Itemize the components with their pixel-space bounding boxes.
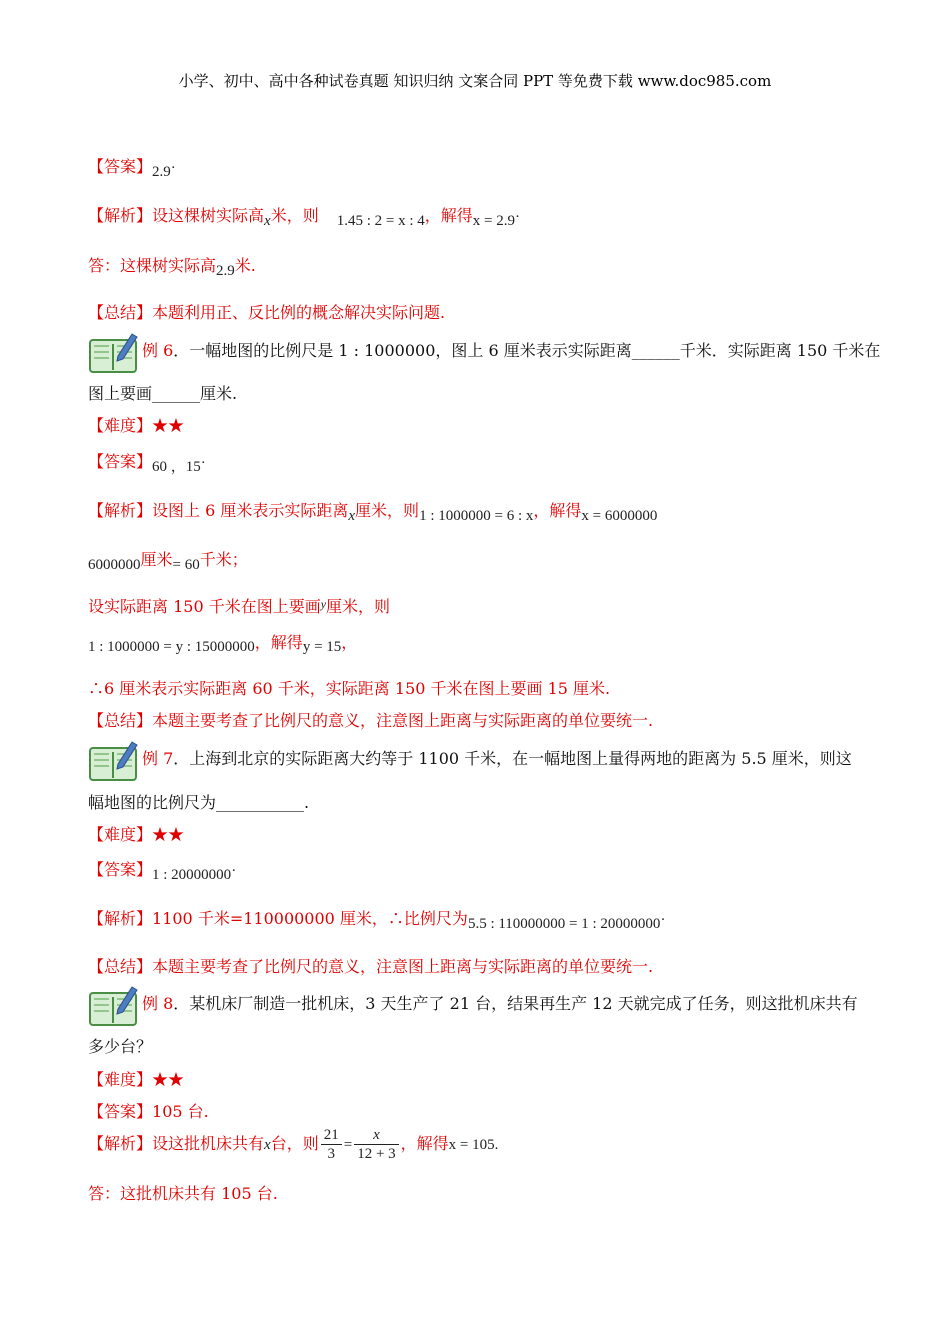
analysis-row-ex6-1 bbox=[88, 498, 658, 524]
analysis-var: y bbox=[320, 597, 327, 611]
answer-math: 60 ，15 bbox=[152, 459, 201, 475]
analysis-text: 设实际距离 150 千米在图上要画 bbox=[88, 597, 321, 616]
fraction-x-over-12-plus-3: $\frac{x}{12 + 3}$ bbox=[354, 1126, 398, 1163]
analysis-text: 厘米 bbox=[140, 550, 173, 569]
analysis-row-ex5: 【解析】设这棵树实际高x米，则 1.45 : 2 = x : 4，解得x = 2.9· bbox=[88, 206, 520, 229]
summary-text: 本题主要考查了比例尺的意义，注意图上距离与实际距离的单位要统一. bbox=[152, 957, 654, 976]
answer-tag: 【答案】 bbox=[88, 157, 153, 176]
question-ex6-line1 bbox=[142, 338, 880, 361]
analysis-tag: 【解析】 bbox=[88, 206, 153, 225]
answer-tag: 【答案】 bbox=[88, 860, 153, 879]
analysis-tag: 【解析】 bbox=[88, 501, 153, 520]
analysis-tag: 【解析】 bbox=[88, 1134, 153, 1153]
answer-text: 105 台. bbox=[152, 1102, 209, 1121]
analysis-var: x bbox=[348, 508, 356, 524]
analysis-row-ex6-2 bbox=[88, 547, 248, 573]
difficulty-row-ex7 bbox=[88, 822, 184, 845]
analysis-text: 台，则 bbox=[270, 1134, 319, 1153]
analysis-equation: 1 : 1000000 = y : 15000000 bbox=[88, 639, 255, 655]
example-label: 例 7 bbox=[142, 749, 174, 768]
difficulty-stars: ★★ bbox=[152, 416, 185, 435]
summary-row-ex7 bbox=[88, 954, 653, 977]
reply-text: 米. bbox=[234, 256, 256, 275]
difficulty-row-ex8 bbox=[88, 1067, 184, 1090]
summary-row-ex5 bbox=[88, 300, 445, 323]
summary-row-ex6 bbox=[88, 708, 653, 731]
question-ex7-line2: 幅地图的比例尺为___________. bbox=[88, 793, 310, 812]
analysis-var: x bbox=[264, 213, 271, 229]
reply-row-ex5 bbox=[88, 253, 256, 279]
example-label: 例 6 bbox=[142, 341, 174, 360]
question-text: ．上海到北京的实际距离大约等于 1100 千米，在一幅地图上量得两地的距离为 5.5 厘米，则这 bbox=[173, 749, 852, 768]
equals-sign: = bbox=[343, 1137, 353, 1153]
analysis-equation: = 60 bbox=[172, 557, 200, 573]
reply-text: 答：这棵树实际高 bbox=[88, 256, 217, 275]
summary-tag: 【总结】 bbox=[88, 711, 153, 730]
analysis-tag: 【解析】 bbox=[88, 909, 153, 928]
analysis-result: x = 2.9 bbox=[472, 213, 515, 229]
summary-tag: 【总结】 bbox=[88, 303, 153, 322]
analysis-text: ，解得 bbox=[254, 633, 303, 652]
analysis-result: y = 15 bbox=[302, 639, 342, 655]
difficulty-stars: ★★ bbox=[152, 1070, 185, 1089]
book-pencil-icon bbox=[88, 983, 138, 1027]
question-text: ．某机床厂制造一批机床，3 天生产了 21 台，结果再生产 12 天就完成了任务，则这批机床共有 bbox=[173, 994, 858, 1013]
question-ex8-line2: 多少台？ bbox=[88, 1037, 153, 1056]
page-header: 小学、初中、高中各种试卷真题 知识归纳 文案合同 PPT 等免费下载 www.doc985.com bbox=[178, 72, 772, 90]
difficulty-tag: 【难度】 bbox=[88, 1070, 153, 1089]
analysis-equation: 1.45 : 2 = x : 4 bbox=[336, 213, 425, 229]
analysis-text: ，解得 bbox=[533, 501, 582, 520]
fraction-21-over-3: $\frac{21}{3}$ bbox=[321, 1126, 342, 1163]
answer-tag: 【答案】 bbox=[88, 1102, 153, 1121]
analysis-text: 设图上 6 厘米表示实际距离 bbox=[152, 501, 349, 520]
analysis-text: ，解得 bbox=[400, 1134, 449, 1153]
analysis-row-ex6-3 bbox=[88, 594, 390, 617]
question-text: ．一幅地图的比例尺是 1 : 1000000，图上 6 厘米表示实际距离______千米．实际距离 150 千米在 bbox=[173, 341, 881, 360]
answer-row-ex5: 【答案】2.9· bbox=[88, 157, 176, 180]
conclusion-ex6: ∴6 厘米表示实际距离 60 千米，实际距离 150 千米在图上要画 15 厘米. bbox=[88, 679, 611, 698]
analysis-equation: 1 : 1000000 = 6 : x bbox=[419, 508, 534, 524]
difficulty-tag: 【难度】 bbox=[88, 416, 153, 435]
analysis-text: ，解得 bbox=[424, 206, 473, 225]
analysis-text: 米，则 bbox=[270, 206, 319, 225]
analysis-row-ex6-4 bbox=[88, 630, 357, 653]
analysis-equation: 5.5 : 110000000 = 1 : 20000000 bbox=[467, 916, 661, 932]
question-ex8-line1 bbox=[142, 991, 858, 1014]
analysis-text: 1100 千米=110000000 厘米，∴比例尺为 bbox=[152, 909, 468, 928]
question-ex6-line2: 图上要画______厘米. bbox=[88, 384, 238, 403]
answer-tag: 【答案】 bbox=[88, 452, 153, 471]
difficulty-stars: ★★ bbox=[152, 825, 185, 844]
analysis-text: 千米； bbox=[199, 550, 248, 569]
analysis-row-ex8: 【解析】设这批机床共有x台，则 $\frac{21}{3}$ = $\frac{x}{12 + 3}$ ，解得x = 105. bbox=[88, 1127, 499, 1162]
analysis-result: x = 6000000 bbox=[581, 508, 658, 524]
answer-row-ex8 bbox=[88, 1099, 209, 1122]
analysis-text: 厘米，则 bbox=[326, 597, 391, 616]
answer-math: 1 : 20000000 bbox=[152, 867, 232, 883]
summary-text: 本题主要考查了比例尺的意义，注意图上距离与实际距离的单位要统一. bbox=[152, 711, 654, 730]
analysis-var: x bbox=[264, 1137, 271, 1153]
question-ex7-line1 bbox=[142, 746, 852, 769]
difficulty-row-ex6 bbox=[88, 413, 184, 436]
answer-math: 2.9 bbox=[152, 164, 171, 180]
analysis-text: ， bbox=[341, 633, 358, 652]
answer-row-ex6: 【答案】60 ，15· bbox=[88, 452, 206, 475]
example-label: 例 8 bbox=[142, 994, 174, 1013]
answer-row-ex7: 【答案】1 : 20000000· bbox=[88, 860, 237, 883]
reply-value: 2.9 bbox=[216, 263, 235, 279]
summary-tag: 【总结】 bbox=[88, 957, 153, 976]
analysis-value: 6000000 bbox=[88, 557, 141, 573]
book-pencil-icon bbox=[88, 738, 138, 782]
analysis-text: 设这批机床共有 bbox=[152, 1134, 265, 1153]
analysis-row-ex7: 【解析】1100 千米=110000000 厘米，∴比例尺为5.5 : 110000000 = 1 : 20000000· bbox=[88, 909, 666, 932]
book-pencil-icon bbox=[88, 330, 138, 374]
analysis-text: 厘米，则 bbox=[355, 501, 420, 520]
summary-text: 本题利用正、反比例的概念解决实际问题. bbox=[152, 303, 446, 322]
difficulty-tag: 【难度】 bbox=[88, 825, 153, 844]
analysis-text: 设这棵树实际高 bbox=[152, 206, 265, 225]
reply-row-ex8: 答：这批机床共有 105 台. bbox=[88, 1184, 278, 1203]
analysis-result: x = 105 bbox=[448, 1137, 495, 1153]
